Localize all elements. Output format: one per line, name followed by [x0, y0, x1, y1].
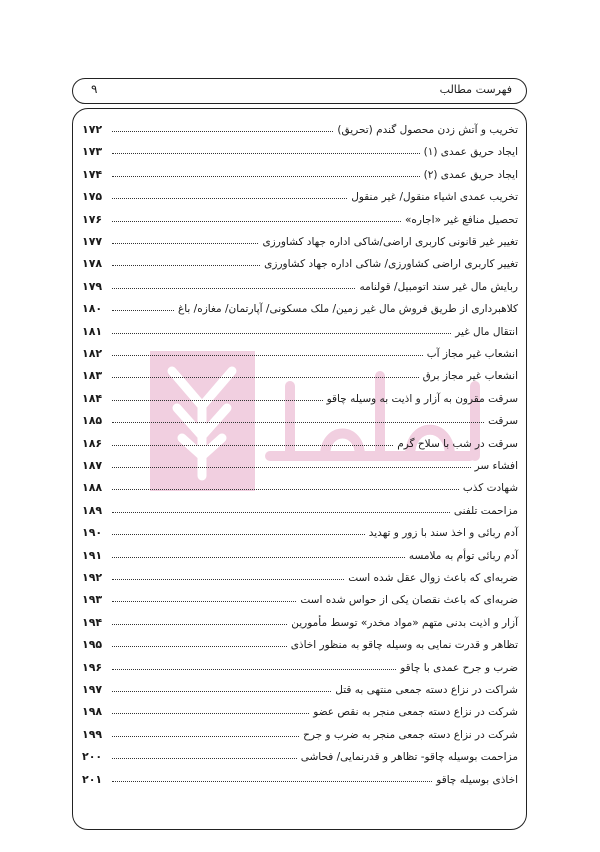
toc-entry-page: ۱۷۳	[82, 145, 103, 159]
toc-entry	[82, 584, 518, 606]
toc-entry-page: ۱۸۵	[82, 414, 103, 428]
toc-entry	[82, 495, 518, 517]
toc-entry-title: آدم ربائی و اخذ سند با زور و تهدید	[368, 527, 518, 540]
toc-leader-dots	[112, 601, 296, 602]
toc-entry-page: ۲۰۰	[82, 750, 103, 764]
toc-entry-title: ضربه‌ای که باعث نقصان یکی از حواس شده است	[300, 594, 518, 607]
toc-entry-title: تغییر کاربری اراضی کشاورزی/ شاکی اداره جهاد کشاورزی	[264, 258, 518, 271]
toc-leader-dots	[112, 557, 405, 558]
toc-entry	[82, 741, 518, 763]
toc-entry-page: ۱۹۶	[82, 660, 103, 674]
toc-entry-title: ضرب و جرح عمدی با چاقو	[400, 661, 518, 674]
toc-leader-dots	[112, 310, 174, 311]
toc-entry	[82, 159, 518, 181]
toc-leader-dots	[112, 445, 393, 446]
toc-leader-dots	[112, 467, 471, 468]
page-header	[72, 78, 527, 104]
toc-entry-title: ربایش مال غیر سند اتومبیل/ قولنامه	[359, 280, 518, 293]
toc-entry-title: تغییر غیر قانونی کاربری اراضی/شاکی اداره جهاد کشاورزی	[262, 236, 518, 248]
toc-entry-page: ۱۸۸	[82, 481, 103, 495]
toc-entry-page: ۱۷۴	[82, 167, 103, 181]
toc-entry-page: ۱۸۴	[82, 391, 103, 405]
toc-entry-title: شهادت کذب	[462, 482, 518, 495]
toc-leader-dots	[112, 669, 396, 670]
toc-leader-dots	[112, 400, 323, 401]
toc-entry-title: شراکت در نزاع دسته جمعی منتهی به قتل	[335, 684, 518, 696]
toc-entry	[82, 562, 518, 584]
toc-entry	[82, 629, 518, 651]
toc-entry-page: ۱۷۵	[82, 190, 103, 204]
toc-entry	[82, 226, 518, 248]
toc-leader-dots	[112, 288, 355, 289]
toc-entry-page: ۱۸۳	[82, 369, 103, 383]
toc-entry-title: تخریب عمدی اشیاء منقول/ غیر منقول	[351, 191, 518, 204]
toc-entry	[82, 450, 518, 472]
toc-leader-dots	[112, 781, 432, 782]
toc-entry-page: ۱۹۷	[82, 683, 103, 696]
toc-entry	[82, 114, 518, 136]
toc-entry-title: سرقت	[488, 415, 518, 428]
toc-entry-page: ۱۹۲	[82, 571, 103, 584]
toc-leader-dots	[112, 534, 365, 535]
toc-entry-page: ۱۹۰	[82, 526, 103, 540]
toc-leader-dots	[112, 153, 420, 154]
toc-entry	[82, 517, 518, 539]
toc-leader-dots	[112, 624, 287, 625]
toc-entry-title: سرقت مقرون به آزار و اذیت به وسیله چاقو	[326, 392, 518, 405]
toc-entry-title: تخریب و آتش زدن محصول گندم (تحریق)	[337, 124, 518, 136]
toc-entry-page: ۱۹۴	[82, 615, 103, 629]
toc-entry	[82, 338, 518, 360]
toc-entry	[82, 652, 518, 674]
toc-entry-page: ۱۹۵	[82, 638, 103, 652]
toc-leader-dots	[112, 736, 299, 737]
toc-entry-title: انشعاب غیر مجاز برق	[422, 370, 518, 383]
toc-entry-page: ۱۸۶	[82, 436, 103, 450]
toc-entry	[82, 405, 518, 427]
toc-entry-title: آدم ربائی توأم به ملامسه	[408, 549, 518, 562]
toc-leader-dots	[112, 243, 258, 244]
toc-entry-title: شرکت در نزاع دسته جمعی منجر به ضرب و جرح	[303, 728, 518, 741]
toc-entry-title: شرکت در نزاع دسته جمعی منجر به نقص عضو	[313, 706, 518, 719]
toc-entry	[82, 181, 518, 203]
toc-entry	[82, 136, 518, 158]
toc-entry-page: ۱۷۹	[82, 279, 103, 293]
toc-entry-title: افشاء سر	[474, 460, 518, 472]
toc-entry-page: ۲۰۱	[82, 772, 103, 786]
toc-entry	[82, 428, 518, 450]
toc-entry-page: ۱۹۹	[82, 727, 103, 741]
toc-entry-page: ۱۹۳	[82, 593, 103, 607]
toc-entry-title: مزاحمت بوسیله چاقو- تظاهر و قدرنمایی/ فحاشی	[300, 751, 518, 764]
toc-entry	[82, 293, 518, 315]
toc-entry	[82, 204, 518, 226]
toc-entry	[82, 472, 518, 494]
toc-entry	[82, 764, 518, 786]
toc-entry-title: مزاحمت تلفنی	[453, 504, 518, 517]
toc-entry-title: آزار و اذیت بدنی متهم «مواد مخدر» توسط مأمورین	[291, 616, 518, 629]
toc-entry-title: انشعاب غیر مجاز آب	[426, 348, 518, 360]
toc-leader-dots	[112, 512, 450, 513]
toc-entry-title: ایجاد حریق عمدی (۲)	[423, 168, 518, 181]
toc-entry-page: ۱۹۸	[82, 705, 103, 719]
page-number: ۹	[91, 82, 98, 96]
toc-entry	[82, 674, 518, 696]
toc-entry-page: ۱۷۷	[82, 235, 103, 248]
toc-entry-title: تظاهر و قدرت نمایی به وسیله چاقو به منظور اخاذی	[290, 639, 518, 652]
toc-entry	[82, 271, 518, 293]
toc-entry-page: ۱۸۹	[82, 503, 103, 517]
toc-entry	[82, 696, 518, 718]
toc-entry-title: تحصیل منافع غیر «اجاره»	[404, 213, 518, 226]
toc-leader-dots	[112, 691, 331, 692]
toc-leader-dots	[112, 265, 260, 266]
toc-entry-page: ۱۸۲	[82, 347, 103, 360]
toc-leader-dots	[112, 422, 484, 423]
toc-entry-page: ۱۸۰	[82, 302, 103, 316]
toc-entry-title: انتقال مال غیر	[455, 325, 518, 338]
toc-leader-dots	[112, 489, 459, 490]
toc-entry-page: ۱۸۷	[82, 459, 103, 472]
toc-entry-page: ۱۸۱	[82, 324, 103, 338]
toc-entry	[82, 248, 518, 270]
toc-entry	[82, 607, 518, 629]
toc-leader-dots	[112, 713, 309, 714]
toc-leader-dots	[112, 646, 287, 647]
toc-entry-title: ایجاد حریق عمدی (۱)	[423, 146, 518, 159]
header-title: فهرست مطالب	[439, 83, 512, 96]
toc-entry-page: ۱۷۲	[82, 123, 103, 136]
toc-leader-dots	[112, 758, 297, 759]
toc-entry-title: کلاهبرداری از طریق فروش مال غیر زمین/ ملک مسکونی/ آپارتمان/ مغازه/ باغ	[177, 303, 518, 316]
toc-entry-title: ضربه‌ای که باعث زوال عقل شده است	[348, 572, 518, 584]
toc-entry-page: ۱۷۸	[82, 257, 103, 271]
toc-leader-dots	[112, 198, 347, 199]
toc-leader-dots	[112, 176, 420, 177]
toc-leader-dots	[112, 131, 333, 132]
toc-entry	[82, 360, 518, 382]
toc-leader-dots	[112, 377, 419, 378]
toc-entry-title: سرقت در شب با سلاح گرم	[397, 437, 518, 450]
toc-entry	[82, 383, 518, 405]
toc-leader-dots	[112, 221, 401, 222]
toc-entry	[82, 719, 518, 741]
toc-entry	[82, 540, 518, 562]
toc-entry-page: ۱۷۶	[82, 212, 103, 226]
toc-entry	[82, 316, 518, 338]
toc-entry-title: اخاذی بوسیله چاقو	[436, 773, 518, 786]
toc-leader-dots	[112, 333, 451, 334]
toc-leader-dots	[112, 579, 344, 580]
toc-entry-page: ۱۹۱	[82, 548, 103, 562]
toc-leader-dots	[112, 355, 423, 356]
